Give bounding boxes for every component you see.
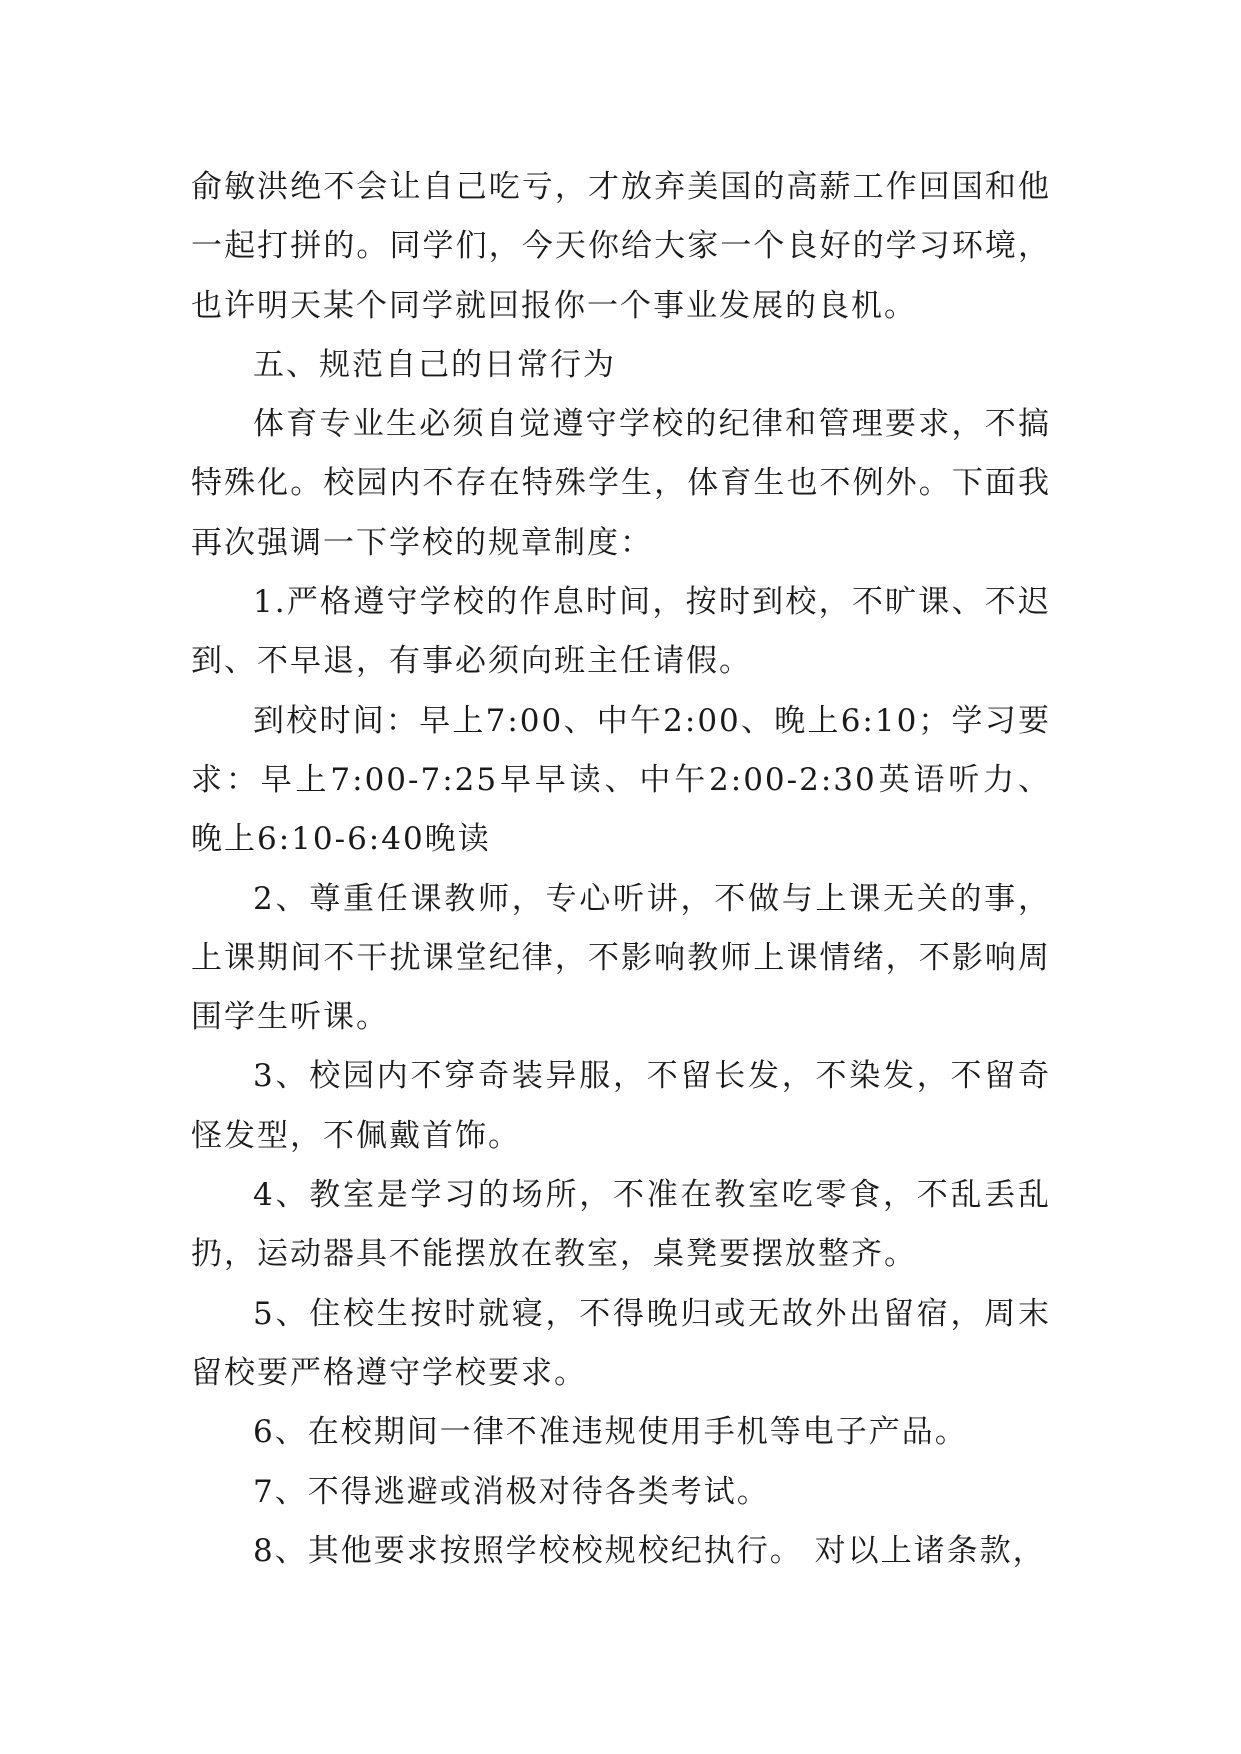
schedule-paragraph: 到校时间：早上7:00、中午2:00、晚上6:10；学习要求：早上7:00-7:25早早读、中午2:00-2:30英语听力、晚上6:10-6:40晚读	[191, 702, 1051, 858]
rule-item-7: 7、不得逃避或消极对待各类考试。	[253, 1473, 770, 1510]
paragraph-intro: 体育专业生必须自觉遵守学校的纪律和管理要求，不搞特殊化。校园内不存在特殊学生，体育生也不例外。下面我再次强调一下学校的规章制度：	[191, 406, 1051, 561]
rule-item-8: 8、其他要求按照学校校规校纪执行。 对以上诸条款，	[253, 1532, 1046, 1569]
rule-item-5: 5、住校生按时就寝，不得晚归或无故外出留宿，周末留校要严格遵守学校要求。	[191, 1295, 1051, 1391]
rule-item-4: 4、教室是学习的场所，不准在教室吃零食，不乱丢乱扔，运动器具不能摆放在教室，桌凳要摆放整齐。	[191, 1177, 1051, 1273]
rule-item-6: 6、在校期间一律不准违规使用手机等电子产品。	[253, 1414, 968, 1451]
rule-item-3: 3、校园内不穿奇装异服，不留长发，不染发，不留奇怪发型，不佩戴首饰。	[191, 1058, 1051, 1154]
document-body	[191, 158, 1051, 1581]
rule-item-1: 1.严格遵守学校的作息时间，按时到校，不旷课、不迟到、不早退，有事必须向班主任请假。	[191, 584, 1051, 680]
section-heading-5: 五、规范自己的日常行为	[253, 346, 616, 383]
paragraph-continuation: 俞敏洪绝不会让自己吃亏，才放弃美国的高薪工作回国和他一起打拼的。同学们，今天你给大家一个良好的学习环境，也许明天某个同学就回报你一个事业发展的良机。	[191, 169, 1051, 324]
rule-item-2: 2、尊重任课教师，专心听讲，不做与上课无关的事，上课期间不干扰课堂纪律，不影响教师上课情绪，不影响周围学生听课。	[191, 880, 1051, 1036]
